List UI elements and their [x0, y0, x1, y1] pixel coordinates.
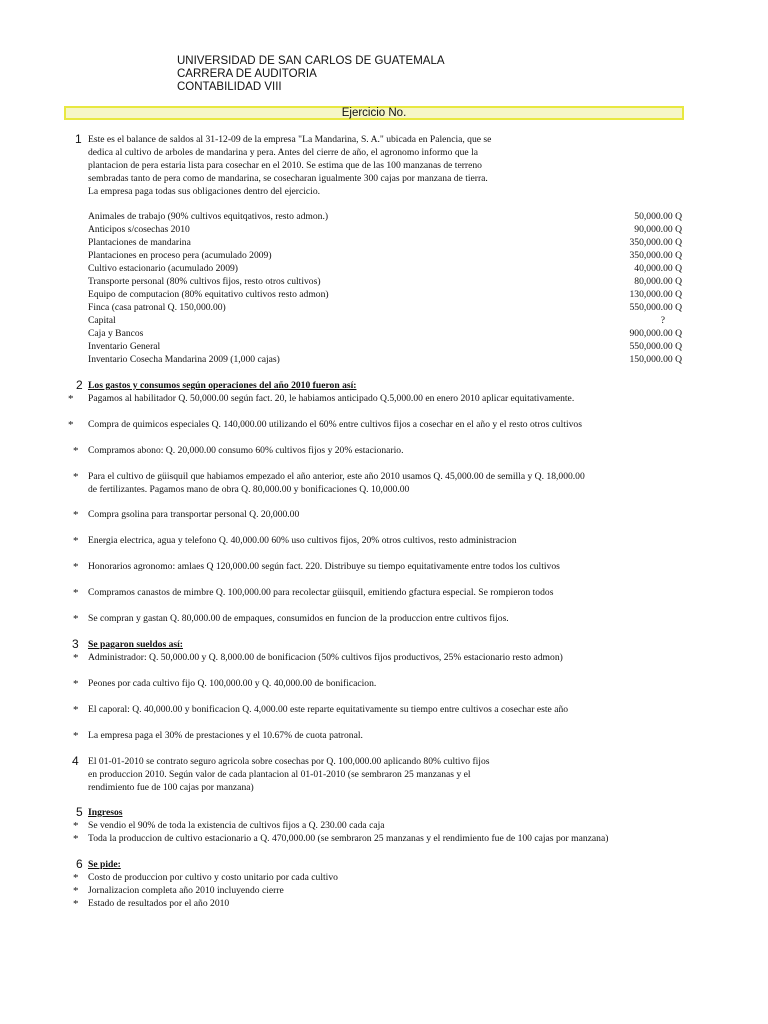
bullet-star: * — [73, 535, 79, 547]
balance-amount: 130,000.00 Q — [629, 289, 682, 300]
balance-label: Animales de trabajo (90% cultivos equitqativos, resto admon.) — [88, 211, 329, 222]
paragraph-line: rendimiento fue de 100 cajas por manzana) — [88, 782, 254, 793]
balance-label: Anticipos s/cosechas 2010 — [88, 224, 190, 235]
list-item: Compra gsolina para transportar personal Q. 20,000.00 — [88, 509, 300, 520]
list-item: Jornalizacion completa año 2010 incluyendo cierre — [88, 885, 284, 896]
balance-label: Inventario Cosecha Mandarina 2009 (1,000 cajas) — [88, 354, 280, 365]
bullet-star: * — [73, 704, 79, 716]
list-item: Se vendio el 90% de toda la existencia de cultivos fijos a Q. 230.00 cada caja — [88, 820, 385, 831]
list-item: La empresa paga el 30% de prestaciones y el 10.67% de cuota patronal. — [88, 730, 363, 741]
section-number-4: 4 — [72, 754, 79, 768]
list-item: Estado de resultados por el año 2010 — [88, 898, 230, 909]
balance-label: Equipo de computacion (80% equitativo cultivos resto admon) — [88, 289, 329, 300]
balance-amount: 40,000.00 Q — [634, 263, 682, 274]
section-number-3: 3 — [72, 637, 79, 651]
bullet-star: * — [73, 587, 79, 599]
balance-label: Transporte personal (80% cultivos fijos, resto otros cultivos) — [88, 276, 321, 287]
intro-line: Este es el balance de saldos al 31-12-09 de la empresa "La Mandarina, S. A." ubicada en Palencia, que se — [88, 134, 492, 145]
bullet-star: * — [73, 471, 79, 483]
course-name: CONTABILIDAD VIII — [177, 81, 282, 93]
balance-label: Inventario General — [88, 341, 161, 352]
bullet-star: * — [68, 393, 74, 405]
balance-label: Caja y Bancos — [88, 328, 144, 339]
bullet-star: * — [73, 730, 79, 742]
list-item: Se compran y gastan Q. 80,000.00 de empaques, consumidos en funcion de la produccion entre cultivos fijos. — [88, 613, 509, 624]
bullet-star: * — [73, 613, 79, 625]
balance-amount: 350,000.00 Q — [629, 237, 682, 248]
exercise-banner — [64, 106, 684, 120]
section-title: Se pagaron sueldos así: — [88, 639, 183, 650]
bullet-star: * — [73, 678, 79, 690]
list-item: Para el cultivo de güisquil que habiamos empezado el año anterior, este año 2010 usamos Q. 45,000.00 de semilla y Q. 18,000.00 — [88, 471, 585, 482]
bullet-star: * — [73, 872, 79, 884]
balance-label: Plantaciones de mandarina — [88, 237, 191, 248]
intro-line: dedica al cultivo de arboles de mandarina y pera. Antes del cierre de año, el agronomo informo que la — [88, 147, 478, 158]
section-title: Ingresos — [88, 807, 123, 818]
section-number-5: 5 — [76, 805, 83, 819]
list-item: Toda la produccion de cultivo estacionario a Q. 470,000.00 (se sembraron 25 manzanas y el rendimiento fue de 100 cajas por manzana) — [88, 833, 609, 844]
list-item: de fertilizantes. Pagamos mano de obra Q. 80,000.00 y bonificaciones Q. 10,000.00 — [88, 484, 410, 495]
list-item: Pagamos al habilitador Q. 50,000.00 según fact. 20, le habiamos anticipado Q.5,000.00 en enero 2010 aplicar equitativamente. — [88, 393, 575, 404]
list-item: Administrador: Q. 50,000.00 y Q. 8,000.00 de bonificacion (50% cultivos fijos productivos, 25% estacionario resto admon) — [88, 652, 563, 663]
bullet-star: * — [73, 561, 79, 573]
list-item: Costo de produccion por cultivo y costo unitario por cada cultivo — [88, 872, 338, 883]
list-item: Energia electrica, agua y telefono Q. 40,000.00 60% uso cultivos fijos, 20% otros cultivos, resto administracion — [88, 535, 517, 546]
section-number-1: 1 — [75, 132, 82, 146]
section-title: Se pide: — [88, 859, 121, 870]
balance-amount: ? — [660, 315, 665, 326]
intro-line: sembradas tanto de pera como de mandarina, se cosecharan igualmente 300 cajas por manzana de tierra. — [88, 173, 488, 184]
paragraph-line: El 01-01-2010 se contrato seguro agricola sobre cosechas por Q. 100,000.00 aplicando 80% cultivo fijos — [88, 756, 490, 767]
section-number-2: 2 — [76, 378, 83, 392]
list-item: Compramos abono: Q. 20,000.00 consumo 60% cultivos fijos y 20% estacionario. — [88, 445, 404, 456]
balance-label: Plantaciones en proceso pera (acumulado 2009) — [88, 250, 272, 261]
university-name: UNIVERSIDAD DE SAN CARLOS DE GUATEMALA — [177, 55, 445, 67]
paragraph-line: en produccion 2010. Según valor de cada plantacion al 01-01-2010 (se sembraron 25 manzanas y el — [88, 769, 471, 780]
section-number-6: 6 — [76, 857, 83, 871]
exercise-title: Ejercicio No. — [341, 107, 407, 119]
bullet-star: * — [73, 833, 79, 845]
bullet-star: * — [73, 820, 79, 832]
list-item: Compramos canastos de mimbre Q. 100,000.00 para recolectar güisquil, emitiendo gfactura especial. Se rompieron todos — [88, 587, 554, 598]
bullet-star: * — [73, 898, 79, 910]
balance-amount: 90,000.00 Q — [634, 224, 682, 235]
career-name: CARRERA DE AUDITORIA — [177, 68, 317, 80]
balance-amount: 50,000.00 Q — [634, 211, 682, 222]
balance-amount: 900,000.00 Q — [629, 328, 682, 339]
list-item: Compra de quimicos especiales Q. 140,000.00 utilizando el 60% entre cultivos fijos a cosechar en el año y el resto otros cultivos — [88, 419, 582, 430]
balance-amount: 550,000.00 Q — [629, 341, 682, 352]
bullet-star: * — [73, 652, 79, 664]
intro-line: La empresa paga todas sus obligaciones dentro del ejercicio. — [88, 186, 321, 197]
list-item: El caporal: Q. 40,000.00 y bonificacion Q. 4,000.00 este reparte equitativamente su tiempo entre cultivos a cosechar este año — [88, 704, 569, 715]
section-title: Los gastos y consumos según operaciones del año 2010 fueron así: — [88, 380, 357, 391]
bullet-star: * — [73, 509, 79, 521]
bullet-star: * — [73, 885, 79, 897]
balance-label: Finca (casa patronal Q. 150,000.00) — [88, 302, 226, 313]
balance-amount: 550,000.00 Q — [629, 302, 682, 313]
balance-label: Capital — [88, 315, 116, 326]
balance-label: Cultivo estacionario (acumulado 2009) — [88, 263, 238, 274]
balance-amount: 80,000.00 Q — [634, 276, 682, 287]
balance-amount: 150,000.00 Q — [629, 354, 682, 365]
list-item: Peones por cada cultivo fijo Q. 100,000.00 y Q. 40,000.00 de bonificacion. — [88, 678, 377, 689]
bullet-star: * — [68, 419, 74, 431]
bullet-star: * — [73, 445, 79, 457]
balance-amount: 350,000.00 Q — [629, 250, 682, 261]
intro-line: plantacion de pera estaria lista para cosechar en el 2010. Se estima que de las 100 manzanas de terreno — [88, 160, 482, 171]
list-item: Honorarios agronomo: amlaes Q 120,000.00 según fact. 220. Distribuye su tiempo equitativamente entre todos los cultivos — [88, 561, 560, 572]
